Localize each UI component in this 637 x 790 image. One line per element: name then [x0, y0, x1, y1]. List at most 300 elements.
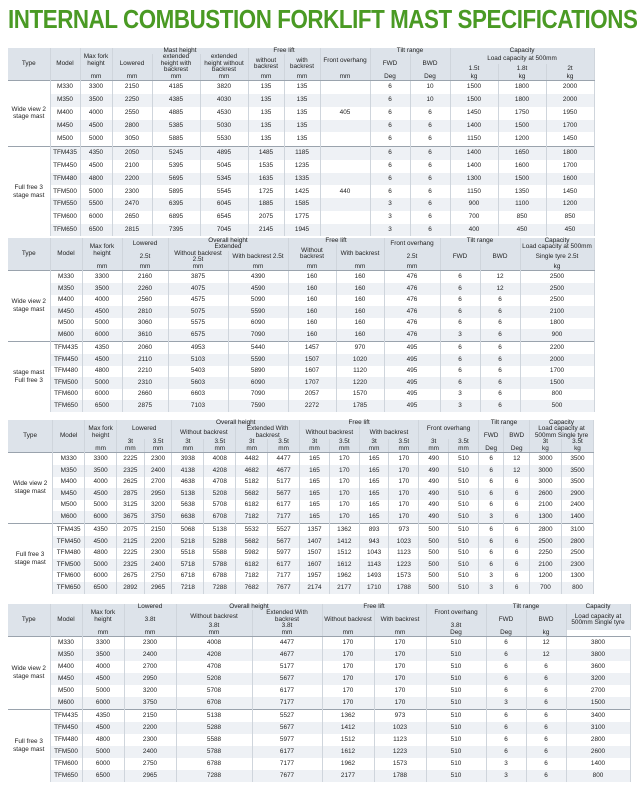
data-cell: 4800	[85, 548, 117, 560]
header-cell: 3t	[359, 439, 389, 445]
model-cell: TFM550	[50, 198, 80, 211]
data-cell: 4350	[82, 342, 122, 354]
model-cell: M330	[53, 453, 85, 465]
data-cell: 7182	[236, 571, 268, 583]
header-cell: Capacity	[529, 420, 593, 426]
data-cell: 160	[336, 283, 384, 295]
data-cell: 4208	[204, 465, 236, 477]
data-cell: 6	[440, 295, 480, 307]
data-cell: 10	[410, 81, 450, 95]
data-cell: 510	[426, 697, 486, 710]
data-cell: 2225	[117, 453, 145, 465]
data-cell: 500	[419, 582, 449, 594]
data-cell: 5000	[82, 318, 122, 330]
mast-type-cell: Wide view 2 stage mast	[8, 81, 50, 147]
data-cell: 135	[248, 107, 284, 120]
data-cell: 3500	[85, 465, 117, 477]
data-cell: 5677	[252, 673, 322, 685]
header-cell: Load capacity at 500mm Single tyre	[529, 426, 593, 439]
data-cell: 6	[504, 524, 530, 536]
data-cell: 476	[384, 306, 440, 318]
data-cell: 1800	[498, 94, 546, 107]
data-cell: 170	[322, 649, 374, 661]
data-cell: 6	[478, 559, 504, 571]
header-cell: 3.5t	[389, 439, 419, 445]
data-cell: 2800	[566, 734, 630, 746]
header-cell: 3t	[419, 439, 449, 445]
table-row	[8, 511, 594, 523]
data-cell: 10	[410, 94, 450, 107]
data-cell: 510	[449, 524, 479, 536]
data-cell: 160	[288, 306, 336, 318]
table-row	[8, 295, 594, 307]
header-cell: Load capacity at 500mm Single tyre	[566, 610, 630, 629]
data-cell: 135	[248, 132, 284, 146]
data-cell: 1300	[450, 173, 498, 186]
model-cell: M500	[53, 500, 85, 512]
header-cell: Model	[50, 48, 80, 81]
data-cell: 490	[419, 500, 449, 512]
data-cell: 6	[480, 389, 520, 401]
header-cell: Overall height	[176, 604, 322, 610]
data-cell: 510	[426, 758, 486, 770]
data-cell: 2600	[566, 746, 630, 758]
data-cell: 160	[336, 306, 384, 318]
data-cell: 3	[486, 697, 526, 710]
header-cell: mm	[124, 630, 176, 637]
model-cell: M600	[50, 329, 82, 341]
data-cell: 500	[419, 571, 449, 583]
mast-type-cell: Full free 3 stage mast	[8, 710, 50, 782]
data-cell: 510	[426, 722, 486, 734]
data-cell: 1957	[300, 571, 330, 583]
header-cell: Mast height	[112, 48, 248, 54]
data-cell: 500	[520, 400, 594, 412]
data-cell: 1300	[529, 511, 561, 523]
header-cell: Deg	[426, 630, 486, 637]
data-cell: 2750	[124, 758, 176, 770]
data-cell: 7677	[252, 770, 322, 782]
data-cell: 1357	[300, 524, 330, 536]
data-cell: 6	[478, 536, 504, 548]
header-cell: FWD	[440, 244, 480, 270]
data-cell: 2750	[144, 571, 172, 583]
header-cell: mm	[252, 630, 322, 637]
data-cell: 6708	[176, 697, 252, 710]
data-cell: 6	[526, 722, 566, 734]
header-cell: mm	[329, 446, 359, 453]
data-cell: 5890	[228, 366, 288, 378]
data-cell: 6	[504, 559, 530, 571]
mast-type-cell: Wide view 2 stage mast	[8, 453, 53, 524]
data-cell: 2400	[144, 559, 172, 571]
data-cell: 6	[526, 770, 566, 782]
data-cell: 2000	[546, 81, 594, 95]
data-cell: 1235	[284, 160, 320, 173]
data-cell: 6	[486, 673, 526, 685]
data-cell: 5590	[228, 354, 288, 366]
data-cell: 6	[504, 536, 530, 548]
data-cell: 170	[329, 488, 359, 500]
table-row	[8, 548, 594, 560]
table-row	[8, 224, 594, 237]
header-cell: mm	[320, 74, 370, 81]
header-cell: Type	[8, 604, 50, 637]
table-row	[8, 354, 594, 366]
header-cell: mm	[168, 264, 228, 271]
data-cell: 1800	[498, 81, 546, 95]
data-cell: 1020	[336, 354, 384, 366]
data-cell: 4385	[152, 94, 200, 107]
data-cell: 3200	[124, 685, 176, 697]
header-cell: 2t	[546, 64, 594, 74]
data-cell: 2892	[117, 582, 145, 594]
data-cell: 2500	[561, 548, 593, 560]
data-cell: 6	[440, 283, 480, 295]
data-cell: 1700	[546, 160, 594, 173]
data-cell: 7590	[228, 400, 288, 412]
data-cell: 1507	[300, 548, 330, 560]
data-cell: 7395	[152, 224, 200, 237]
data-cell: 1100	[498, 198, 546, 211]
data-cell: 6	[478, 548, 504, 560]
data-cell: 6	[370, 132, 410, 146]
data-cell: 4030	[200, 94, 248, 107]
model-cell: M330	[50, 637, 82, 650]
data-cell: 2260	[122, 283, 168, 295]
data-cell: 7177	[252, 697, 322, 710]
data-cell: 6	[486, 685, 526, 697]
header-cell: Lowered	[117, 420, 172, 439]
table-row	[8, 271, 594, 283]
data-cell: 6500	[80, 224, 112, 237]
data-cell: 4638	[172, 477, 204, 489]
header-cell: mm	[117, 446, 145, 453]
data-cell: 1700	[520, 366, 594, 378]
data-cell: 5982	[236, 548, 268, 560]
data-cell: 6177	[268, 559, 300, 571]
data-cell: 4477	[268, 453, 300, 465]
data-cell: 1400	[450, 146, 498, 160]
data-cell: 476	[384, 295, 440, 307]
header-cell: mm	[288, 264, 336, 271]
model-cell: M500	[50, 685, 82, 697]
header-cell: mm	[384, 264, 440, 271]
data-cell: 6	[526, 661, 566, 673]
data-cell: 5588	[176, 734, 252, 746]
data-cell: 170	[322, 697, 374, 710]
data-cell: 6788	[176, 758, 252, 770]
data-cell: 1950	[546, 107, 594, 120]
data-cell: 4000	[82, 295, 122, 307]
data-cell: 7682	[236, 582, 268, 594]
header-cell: mm	[80, 74, 112, 81]
data-cell: 6	[486, 637, 526, 650]
header-cell: 3.8t	[252, 623, 322, 629]
data-cell: 1023	[389, 536, 419, 548]
data-cell: 5208	[176, 673, 252, 685]
model-cell: M400	[53, 477, 85, 489]
header-cell: 3t	[236, 439, 268, 445]
data-cell: 1223	[374, 746, 426, 758]
header-cell: Model	[50, 604, 82, 637]
data-cell: 1512	[322, 734, 374, 746]
data-cell: 3200	[144, 500, 172, 512]
data-cell: 5977	[252, 734, 322, 746]
data-cell: 6	[410, 173, 450, 186]
data-cell: 6603	[168, 389, 228, 401]
header-cell: Without backrest	[288, 244, 336, 263]
header-cell: 3.5t	[144, 439, 172, 445]
data-cell: 900	[520, 329, 594, 341]
data-cell: 5395	[152, 160, 200, 173]
data-cell: 2500	[520, 271, 594, 283]
header-cell: mm	[248, 74, 284, 81]
data-cell	[320, 132, 370, 146]
data-cell: 510	[426, 734, 486, 746]
data-cell: 170	[329, 453, 359, 465]
data-cell: 6	[440, 318, 480, 330]
data-cell: 1457	[288, 342, 336, 354]
header-cell: Max fork height	[82, 238, 122, 264]
model-cell: TFM650	[50, 770, 82, 782]
data-cell: 3	[370, 211, 410, 224]
data-cell: 6	[526, 710, 566, 723]
header-cell: Lowered	[112, 54, 152, 73]
data-cell: 6708	[204, 511, 236, 523]
data-cell: 1425	[284, 185, 320, 198]
data-cell: 165	[300, 500, 330, 512]
model-cell: M450	[50, 306, 82, 318]
header-cell: 1.5t	[450, 64, 498, 74]
data-cell: 3000	[529, 453, 561, 465]
data-cell: 5677	[252, 722, 322, 734]
model-cell: TFM450	[50, 354, 82, 366]
data-cell: 1885	[248, 198, 284, 211]
data-cell: 3000	[529, 477, 561, 489]
data-cell: 510	[426, 649, 486, 661]
header-cell: Extended With backrest	[236, 426, 300, 439]
header-cell: Tilt range	[478, 420, 529, 426]
header-cell: mm	[419, 446, 449, 453]
table-row	[8, 173, 594, 186]
data-cell: 165	[359, 500, 389, 512]
data-cell: 170	[322, 637, 374, 650]
data-cell: 4500	[82, 722, 124, 734]
header-cell: mm	[236, 446, 268, 453]
model-cell: TFM650	[50, 400, 82, 412]
data-cell: 440	[320, 185, 370, 198]
data-cell: 500	[419, 536, 449, 548]
data-cell: 2325	[117, 465, 145, 477]
data-cell: 5000	[80, 132, 112, 146]
data-cell: 165	[300, 488, 330, 500]
data-cell: 3750	[124, 697, 176, 710]
data-cell: 476	[384, 318, 440, 330]
data-cell: 850	[498, 211, 546, 224]
data-cell: 6	[480, 400, 520, 412]
table-row	[8, 185, 594, 198]
data-cell: 973	[374, 710, 426, 723]
data-cell: 6788	[204, 571, 236, 583]
data-cell: 510	[426, 661, 486, 673]
data-cell: 2815	[112, 224, 152, 237]
data-cell: 3100	[561, 524, 593, 536]
data-cell: 4500	[80, 160, 112, 173]
header-cell: BWD	[526, 610, 566, 629]
mast-type-cell: Wide view 2 stage mast	[8, 637, 50, 710]
data-cell: 5177	[252, 661, 322, 673]
data-cell: 6000	[82, 697, 124, 710]
data-cell: 1185	[284, 146, 320, 160]
data-cell: 3500	[80, 94, 112, 107]
data-cell: 700	[529, 582, 561, 594]
data-cell: 6	[526, 673, 566, 685]
data-cell: 1800	[546, 146, 594, 160]
header-cell: 3.5t	[329, 439, 359, 445]
model-cell: M350	[53, 465, 85, 477]
data-cell: 510	[449, 571, 479, 583]
data-cell: 510	[449, 559, 479, 571]
data-cell: 2060	[122, 342, 168, 354]
header-cell: mm	[204, 446, 236, 453]
data-cell: 2400	[124, 746, 176, 758]
data-cell: 4138	[172, 465, 204, 477]
header-cell: mm	[300, 446, 330, 453]
header-cell: Deg	[486, 630, 526, 637]
data-cell: 4575	[168, 295, 228, 307]
data-cell: 2075	[117, 524, 145, 536]
data-cell: 6000	[80, 211, 112, 224]
data-cell: 1150	[450, 132, 498, 146]
data-cell: 4590	[228, 283, 288, 295]
data-cell	[320, 146, 370, 160]
data-cell: 5208	[204, 488, 236, 500]
data-cell: 7677	[268, 582, 300, 594]
data-cell: 6	[480, 329, 520, 341]
data-cell: 4677	[252, 649, 322, 661]
data-cell: 495	[384, 377, 440, 389]
data-cell: 12	[480, 283, 520, 295]
data-cell: 12	[526, 637, 566, 650]
data-cell: 1450	[546, 132, 594, 146]
table-row	[8, 770, 630, 782]
header-cell: mm	[176, 630, 252, 637]
data-cell: 4895	[200, 146, 248, 160]
table-row	[8, 94, 594, 107]
data-cell: 2200	[144, 536, 172, 548]
data-cell: 1600	[498, 160, 546, 173]
data-cell: 1493	[359, 571, 389, 583]
model-cell: TFM650	[53, 582, 85, 594]
model-cell: TFM480	[53, 548, 85, 560]
data-cell: 5588	[204, 548, 236, 560]
data-cell: 2160	[122, 271, 168, 283]
table-row	[8, 465, 594, 477]
data-cell: 1785	[336, 400, 384, 412]
data-cell: 2660	[122, 389, 168, 401]
data-cell: 5895	[152, 185, 200, 198]
table-row	[8, 160, 594, 173]
header-cell: 3.8t	[426, 623, 486, 629]
data-cell: 5708	[204, 500, 236, 512]
data-cell: 850	[546, 211, 594, 224]
data-cell: 135	[248, 120, 284, 133]
header-cell: Tilt range	[440, 238, 520, 244]
data-cell: 6177	[268, 500, 300, 512]
data-cell	[320, 198, 370, 211]
header-cell: With backrest	[359, 426, 419, 439]
data-cell: 6	[478, 465, 504, 477]
header-cell: Free lift	[300, 420, 419, 426]
table-row	[8, 582, 594, 594]
data-cell: 170	[374, 673, 426, 685]
data-cell: 6	[410, 120, 450, 133]
table-row	[8, 746, 630, 758]
data-cell: 2057	[288, 389, 336, 401]
data-cell: 5638	[172, 500, 204, 512]
data-cell: 500	[419, 524, 449, 536]
table-row	[8, 500, 594, 512]
data-cell: 1635	[248, 173, 284, 186]
header-cell: Load capacity at 500mm	[450, 54, 594, 64]
header-cell: Type	[8, 420, 53, 453]
model-cell: TFM600	[50, 758, 82, 770]
header-cell: without backrest	[248, 54, 284, 73]
data-cell: 970	[336, 342, 384, 354]
data-cell: 6895	[152, 211, 200, 224]
table-row	[8, 283, 594, 295]
header-cell: Overall height	[168, 238, 288, 244]
mast-type-cell: Full free 3 stage mast	[8, 146, 50, 236]
data-cell: 510	[449, 453, 479, 465]
data-cell: 6182	[236, 559, 268, 571]
data-cell: 2272	[288, 400, 336, 412]
data-cell: 1150	[450, 185, 498, 198]
data-cell: 165	[359, 465, 389, 477]
data-cell: 510	[449, 582, 479, 594]
data-cell: 5603	[168, 377, 228, 389]
spec-table-1-5t-2t	[8, 47, 594, 233]
table-row	[8, 211, 594, 224]
data-cell: 6	[440, 306, 480, 318]
header-cell: FWD	[478, 426, 504, 445]
data-cell: 6500	[82, 770, 124, 782]
data-cell: 165	[359, 453, 389, 465]
header-cell: Deg	[478, 446, 504, 453]
data-cell: 6	[486, 649, 526, 661]
table-row	[8, 637, 630, 650]
model-cell: TFM500	[50, 377, 82, 389]
data-cell: 1350	[498, 185, 546, 198]
header-cell: with backrest	[284, 54, 320, 73]
data-cell: 6	[504, 548, 530, 560]
data-cell: 1450	[546, 185, 594, 198]
data-cell: 6045	[200, 198, 248, 211]
header-cell: With backrest 2.5t	[228, 251, 288, 264]
data-cell: 165	[300, 511, 330, 523]
data-cell: 3300	[85, 453, 117, 465]
model-cell: TFM480	[50, 173, 80, 186]
data-cell: 5345	[200, 173, 248, 186]
data-cell: 5682	[236, 536, 268, 548]
data-cell: 3	[478, 571, 504, 583]
data-cell: 6	[410, 211, 450, 224]
data-cell: 5288	[204, 536, 236, 548]
data-cell: 170	[389, 465, 419, 477]
header-cell: mm	[374, 630, 426, 637]
data-cell: 1945	[284, 224, 320, 237]
